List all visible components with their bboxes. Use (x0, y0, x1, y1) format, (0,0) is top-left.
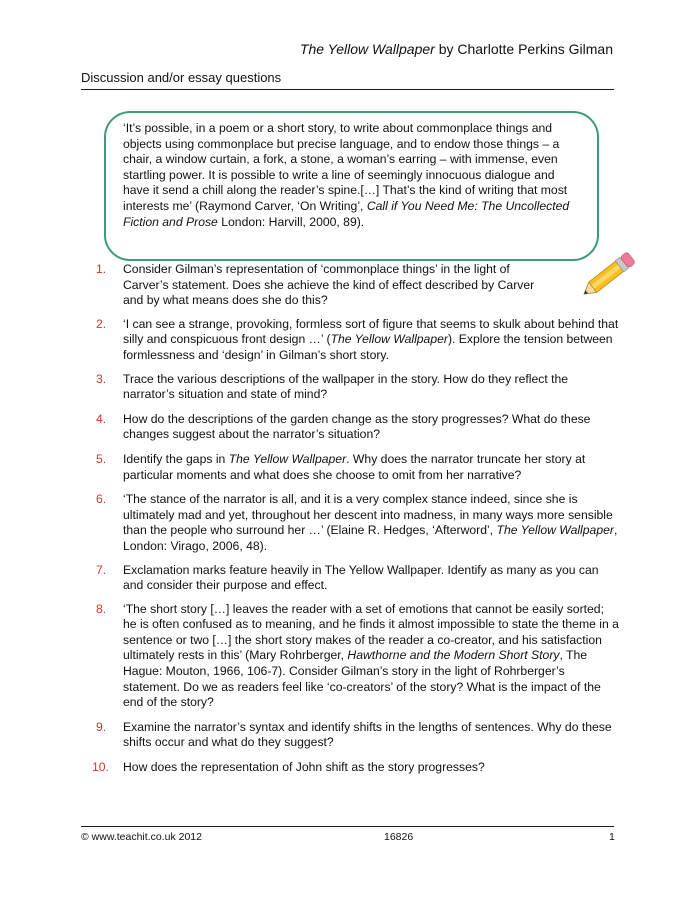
question-text (123, 720, 620, 751)
quote-text (123, 121, 579, 230)
document-title-italic: The Yellow Wallpaper (299, 41, 435, 57)
question-number: 4. (96, 411, 107, 426)
question-text (123, 412, 620, 443)
text-run: ‘It’s possible, in a poem or a short story, to write about commonplace things and objects using commonplace but precise language, and to endow those things – a chair, a window curtain, a fork, a stone, a woman’s earring – with immense, even startling power. It is possible to write a line of seemingly innocuous dialogue and have it send a chill along the reader’s spine.[…] That’s the kind of writing that most interests me’ (Raymond Carver, ‘On Writing’, (123, 121, 568, 213)
text-run: Trace the various descriptions of the wallpaper in the story. How do they reflect the narrator’s situation and state of mind? (123, 371, 569, 402)
question-number: 9. (96, 719, 107, 734)
question-text (123, 760, 620, 776)
question-text (123, 563, 620, 594)
question-item (96, 372, 620, 403)
footer-page-number: 1 (609, 831, 615, 843)
text-run: Exclamation marks feature heavily in The Yellow Wallpaper. Identify as many as you can and consider their purpose and effect. (123, 562, 599, 593)
text-run: London: Harvill, 2000, 89). (217, 214, 365, 229)
questions-list (92, 262, 620, 776)
text-run: How does the representation of John shift as the story progresses? (123, 760, 485, 775)
question-text (123, 492, 620, 554)
question-item (96, 262, 620, 309)
italic-title: Hawthorne and the Modern Short Story (347, 648, 560, 663)
question-item (96, 563, 620, 594)
quote-box (104, 111, 599, 261)
italic-title: The Yellow Wallpaper (228, 451, 347, 466)
question-number: 1. (96, 262, 107, 276)
text-run: ). Explore the tension between formlessness and ‘design’ in Gilman’s short story. (123, 332, 613, 362)
document-title-rest: by Charlotte Perkins Gilman (434, 41, 613, 57)
question-item (96, 317, 620, 364)
footer-copyright: © www.teachit.co.uk 2012 (81, 831, 202, 843)
text-run: ‘The short story […] leaves the reader with a set of emotions that cannot be easily sorted; he is often confused as to meaning, and he finds it almost impossible to state the theme in a sentence or two […] the short story makes of the reader a co-creator, and his satisfaction ultimately rests in this’ (Mary Rohrberger, (123, 601, 619, 663)
header-rule (81, 89, 614, 90)
question-number: 10. (92, 760, 109, 775)
text-run: ‘I can see a strange, provoking, formless sort of figure that seems to skulk about behind that silly and conspicuous front design …’ ( (123, 316, 619, 347)
text-run: How do the descriptions of the garden change as the story progresses? What do these changes suggest about the narrator’s situation? (123, 411, 591, 442)
question-item (96, 720, 620, 751)
question-number: 8. (96, 601, 107, 616)
italic-title: Call if You Need Me: The Uncollected Fiction and Prose (123, 198, 570, 229)
question-number: 6. (96, 492, 107, 507)
italic-title: The Yellow Wallpaper (330, 332, 448, 347)
text-run: , The Hague: Mouton, 1966, 106-7). Consider Gilman’s story in the light of Rohrberger’s statement. Do we as readers feel like ‘co-creators’ of the story? What is the impact of the end of the story? (123, 648, 601, 710)
section-heading: Discussion and/or essay questions (81, 70, 282, 85)
text-run: Consider Gilman’s representation of ‘commonplace things’ in the light of Carver’s statement. Does she achieve the kind of effect described by Carver and by what means does she do this? (123, 262, 535, 308)
question-text (123, 452, 620, 483)
question-number: 5. (96, 451, 107, 466)
footer-document-id: 16826 (384, 831, 414, 843)
text-run: . Why does the narrator truncate her story at particular moments and what does she choose to omit from her narrative? (123, 451, 586, 482)
question-item (96, 492, 620, 554)
question-text (123, 317, 620, 364)
question-item (96, 412, 620, 443)
question-number: 7. (96, 562, 107, 577)
question-text (123, 372, 620, 403)
text-run: Identify the gaps in (123, 451, 229, 466)
question-number: 2. (96, 316, 107, 331)
text-run: Examine the narrator’s syntax and identify shifts in the lengths of sentences. Why do these shifts occur and what do they suggest? (123, 719, 612, 750)
question-item (92, 760, 620, 776)
footer-rule (81, 826, 614, 827)
question-number: 3. (96, 371, 107, 386)
question-item (96, 452, 620, 483)
text-run: , London: Virago, 2006, 48). (123, 523, 618, 553)
question-text (123, 262, 556, 309)
italic-title: The Yellow Wallpaper (496, 523, 614, 538)
question-item (96, 602, 620, 711)
text-run: ‘The stance of the narrator is all, and it is a very complex stance indeed, since she is ultimately mad and yet, throughout her descent into madness, in many ways more sensible than the people who surround her …’ (Elaine R. Hedges, ‘Afterword’, (123, 492, 613, 538)
document-title (300, 40, 613, 58)
question-text (123, 602, 620, 711)
